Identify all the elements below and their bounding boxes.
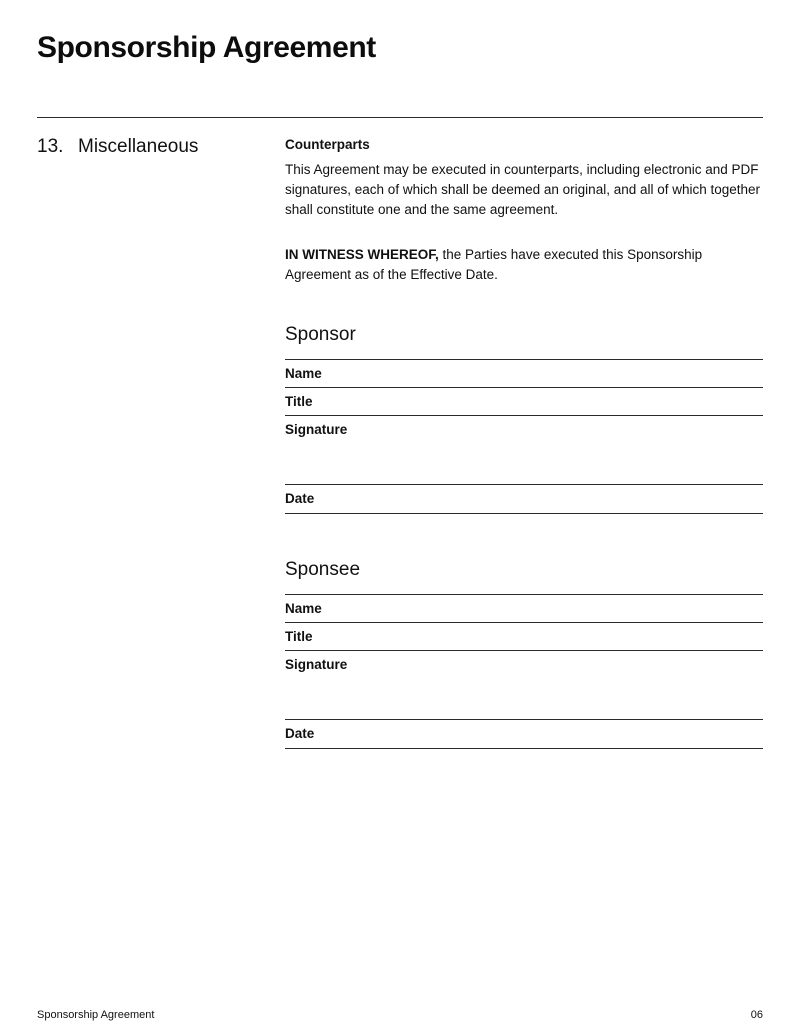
section-heading (37, 135, 198, 159)
sponsee-title-field[interactable]: Title (285, 622, 763, 650)
section-name: Miscellaneous (78, 136, 199, 157)
sponsor-signature-block (285, 323, 763, 514)
sponsor-signature-field[interactable]: Signature (285, 415, 763, 484)
header-divider (37, 117, 763, 118)
sponsor-date-field[interactable]: Date (285, 484, 763, 514)
sponsee-party-title: Sponsee (285, 559, 361, 580)
footer-document-name: Sponsorship Agreement (37, 1009, 155, 1021)
sponsee-date-field[interactable]: Date (285, 719, 763, 749)
section-number: 13. (37, 136, 64, 157)
sponsor-party-title: Sponsor (285, 324, 356, 345)
sponsee-signature-block (285, 558, 763, 749)
witness-lead: IN WITNESS WHEREOF, (285, 247, 439, 262)
counterparts-paragraph: This Agreement may be executed in counterparts, including electronic and PDF signatures, each of which shall be deemed an original, and all of which together shall constitute one and the same agreement. (285, 162, 761, 217)
clause-subheading: Counterparts (285, 137, 370, 152)
sponsor-name-field[interactable]: Name (285, 359, 763, 387)
page-title: Sponsorship Agreement (37, 31, 376, 64)
footer-page-number: 06 (750, 1009, 763, 1021)
section-content (285, 136, 763, 749)
sponsee-signature-field[interactable]: Signature (285, 650, 763, 719)
witness-paragraph (285, 245, 763, 285)
sponsor-title-field[interactable]: Title (285, 387, 763, 415)
sponsee-name-field[interactable]: Name (285, 594, 763, 622)
witness-text: the Parties have executed this Sponsorship Agreement as of the Effective Date. (285, 247, 703, 282)
